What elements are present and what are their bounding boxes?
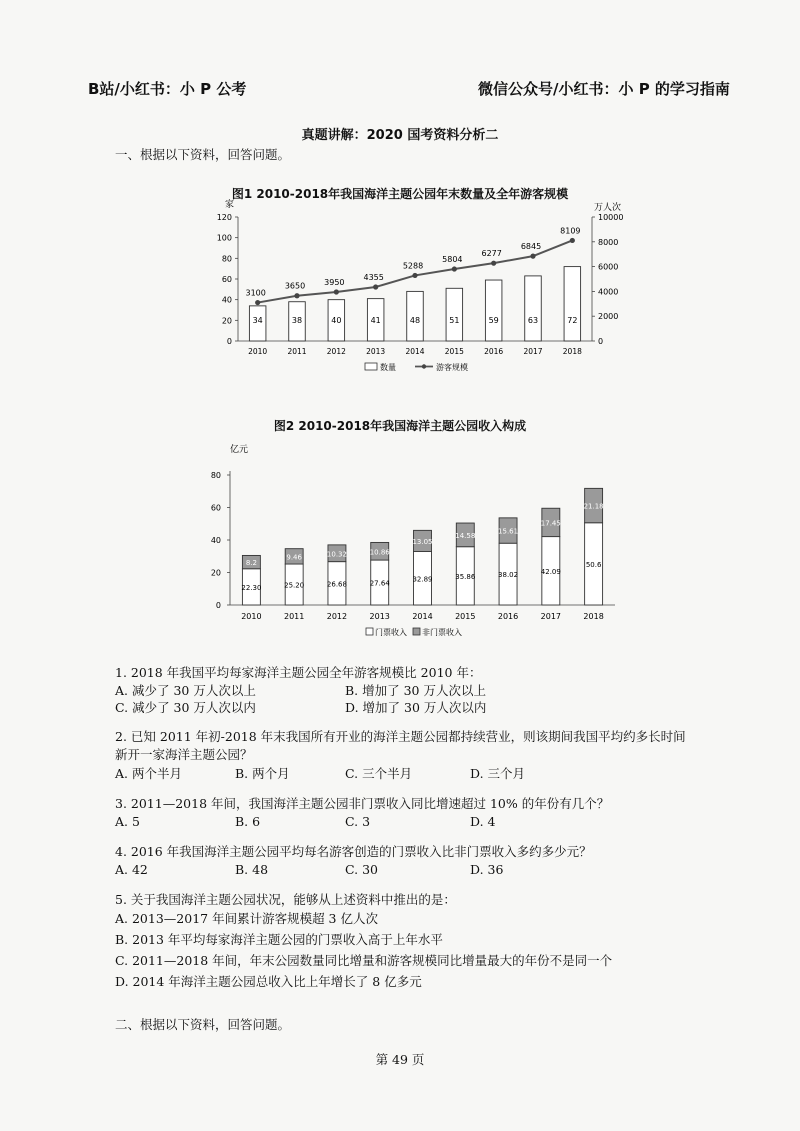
chart1-x-tick-label: 2017 [523, 347, 543, 356]
chart2-legend-nonticket-swatch [413, 628, 420, 635]
q3-option-d: D. 4 [470, 814, 496, 829]
q1-stem: 1. 2018 年我国平均每家海洋主题公园全年游客规模比 2010 年： [115, 665, 482, 680]
section-1-heading: 一、根据以下资料，回答问题。 [115, 147, 291, 162]
chart1-left-tick-label: 120 [216, 213, 232, 222]
chart1-left-tick-label: 100 [216, 233, 232, 243]
chart1-line-label: 5804 [442, 255, 463, 265]
chart2-legend-ticket-swatch [366, 628, 373, 635]
q1-option-a: A. 减少了 30 万人次以上 [115, 683, 256, 698]
q2-option-c: C. 三个半月 [345, 766, 413, 781]
header-right: 微信公众号/小红书：小 P 的学习指南 [478, 80, 730, 98]
chart2-x-tick-label: 2010 [241, 612, 262, 621]
q4-option-d: D. 36 [470, 862, 504, 877]
chart1-bar-label: 40 [331, 316, 342, 325]
q4-stem: 4. 2016 年我国海洋主题公园平均每名游客创造的门票收入比非门票收入多约多少元？ [115, 844, 592, 859]
chart2-ticket-label: 32.89 [412, 575, 433, 584]
chart1-left-tick-label: 0 [226, 337, 232, 346]
chart2-y-tick-label: 60 [210, 503, 221, 513]
chart2-legend-nonticket-label: 非门票收入 [422, 628, 462, 637]
chart2-nonticket-label: 9.46 [286, 553, 302, 562]
chart1-legend-bar-swatch [365, 363, 377, 370]
q3-stem: 3. 2011—2018 年间，我国海洋主题公园非门票收入同比增速超过 10% 的年份有几个？ [115, 796, 610, 811]
q1-option-c: C. 减少了 30 万人次以内 [115, 700, 256, 715]
chart2-nonticket-label: 15.61 [498, 527, 519, 536]
q3-option-b: B. 6 [235, 814, 261, 829]
chart1-line-label: 4355 [363, 272, 384, 282]
q5-option-c: C. 2011—2018 年间，年末公园数量同比增量和游客规模同比增量最大的年份不是同一个 [115, 953, 613, 968]
chart1-line-label: 8109 [560, 226, 581, 236]
chart2-ticket-label: 27.64 [369, 579, 390, 588]
q4-option-b: B. 48 [235, 862, 269, 877]
chart2-ticket-label: 38.02 [498, 571, 519, 580]
chart1-bar-label: 34 [252, 316, 263, 325]
chart2-nonticket-label: 13.05 [412, 537, 433, 546]
chart1-right-tick-label: 2000 [598, 312, 619, 322]
chart2-ticket-label: 25.20 [284, 581, 305, 590]
chart2-x-tick-label: 2015 [455, 612, 476, 621]
chart1-line-label: 6845 [520, 242, 542, 252]
q1-option-d: D. 增加了 30 万人次以内 [345, 700, 487, 715]
chart2-x-tick-label: 2018 [583, 612, 604, 621]
chart2-nonticket-label: 21.18 [583, 502, 604, 511]
chart2-nonticket-label: 17.45 [540, 519, 561, 528]
chart1-bar-label: 59 [488, 316, 499, 325]
chart1-line-label: 5288 [402, 261, 424, 271]
chart2-x-tick-label: 2012 [326, 612, 348, 621]
chart2-x-tick-label: 2011 [283, 612, 305, 621]
chart2-nonticket-label: 14.58 [455, 531, 476, 540]
chart1-bar-label: 72 [567, 316, 578, 325]
q2-option-d: D. 三个月 [470, 766, 526, 781]
chart2-ticket-label: 42.09 [540, 567, 561, 576]
q4-option-a: A. 42 [115, 862, 148, 877]
chart1-line-label: 3100 [245, 288, 266, 298]
q2-option-b: B. 两个月 [235, 766, 290, 781]
chart1-bar-label: 48 [409, 316, 421, 325]
chart1-line-point [491, 261, 496, 266]
chart2-x-tick-label: 2017 [540, 612, 562, 621]
chart1-bar [525, 276, 542, 341]
chart1-bar-label: 51 [449, 316, 460, 325]
q5-stem: 5. 关于我国海洋主题公园状况，能够从上述资料中推出的是： [115, 892, 456, 907]
chart1-legend-line-label: 游客规模 [436, 363, 468, 372]
chart2-y-tick-label: 0 [215, 601, 221, 610]
chart1-left-tick-label: 60 [221, 275, 232, 284]
chart2-unit: 亿元 [230, 445, 249, 455]
chart1-bar-label: 41 [370, 316, 381, 325]
chart2-ticket-label: 50.6 [585, 560, 602, 569]
chart1-left-tick-label: 20 [221, 316, 232, 326]
header-left: B站/小红书：小 P 公考 [88, 80, 247, 98]
chart2-x-tick-label: 2016 [497, 612, 519, 621]
chart1 [200, 195, 640, 375]
chart2-nonticket-label: 8.2 [245, 559, 257, 568]
chart1-x-tick-label: 2015 [444, 347, 464, 356]
chart1-x-tick-label: 2012 [326, 347, 346, 356]
section-2-heading: 二、根据以下资料，回答问题。 [115, 1017, 291, 1032]
q1-option-b: B. 增加了 30 万人次以上 [345, 683, 486, 698]
q5-option-d: D. 2014 年海洋主题公园总收入比上年增长了 8 亿多元 [115, 974, 422, 989]
chart2-y-tick-label: 40 [210, 536, 221, 545]
chart1-bar-label: 38 [291, 316, 303, 325]
chart1-line-label: 3650 [284, 281, 306, 291]
chart1-right-tick-label: 4000 [598, 287, 619, 297]
chart2-y-tick-label: 20 [210, 568, 221, 578]
chart2-x-tick-label: 2014 [412, 612, 433, 621]
chart1-line-point [530, 254, 535, 259]
q3-option-a: A. 5 [115, 814, 140, 829]
chart2-nonticket-label: 10.86 [369, 548, 390, 557]
q5-option-b: B. 2013 年平均每家海洋主题公园的门票收入高于上年水平 [115, 932, 443, 947]
chart1-bar [564, 267, 581, 341]
chart1-x-tick-label: 2011 [287, 347, 307, 356]
chart2-ticket-label: 26.68 [326, 580, 347, 589]
chart1-line-point [334, 289, 339, 294]
chart1-line-point [373, 284, 378, 289]
chart1-x-tick-label: 2010 [248, 347, 268, 356]
chart1-right-unit: 万人次 [594, 203, 622, 213]
chart2-nonticket-label: 10.32 [326, 550, 347, 559]
chart1-bar [485, 280, 502, 341]
q2-option-a: A. 两个半月 [115, 766, 182, 781]
chart1-line-point [294, 293, 299, 298]
chart1-x-tick-label: 2018 [562, 347, 582, 356]
chart1-legend-bar-label: 数量 [380, 363, 396, 372]
chart2-x-tick-label: 2013 [369, 612, 390, 621]
chart2-y-tick-label: 80 [210, 471, 221, 480]
chart1-line-point [412, 273, 417, 278]
chart1-bar-label: 63 [527, 316, 539, 325]
chart1-left-unit: 家 [224, 200, 234, 210]
chart1-x-tick-label: 2013 [366, 347, 386, 356]
document-title: 真题讲解：2020 国考资料分析二 [301, 128, 499, 143]
chart1-title: 图1 2010-2018年我国海洋主题公园年末数量及全年游客规模 [231, 187, 569, 201]
chart1-left-tick-label: 40 [221, 295, 232, 305]
chart2-ticket-label: 22.30 [241, 583, 262, 592]
chart2-title: 图2 2010-2018年我国海洋主题公园收入构成 [273, 419, 527, 433]
chart2 [200, 435, 640, 645]
chart1-right-tick-label: 6000 [598, 262, 619, 272]
chart1-left-tick-label: 80 [221, 254, 232, 264]
chart1-line-point [452, 266, 457, 271]
chart2-ticket-label: 35.86 [455, 572, 476, 581]
chart1-line-label: 6277 [481, 249, 502, 259]
chart1-right-tick-label: 8000 [598, 237, 619, 247]
chart2-legend-ticket-label: 门票收入 [375, 628, 407, 637]
q2-stem-line2: 新开一家海洋主题公园？ [115, 747, 253, 762]
chart1-right-tick-label: 10000 [598, 213, 624, 222]
page-number: 第 49 页 [375, 1052, 425, 1067]
chart1-x-tick-label: 2014 [405, 347, 425, 356]
q5-option-a: A. 2013—2017 年间累计游客规模超 3 亿人次 [115, 911, 378, 926]
q2-stem-line1: 2. 已知 2011 年初-2018 年末我国所有开业的海洋主题公园都持续营业，则该期间我国平均约多长时间 [115, 729, 686, 744]
chart1-right-tick-label: 0 [598, 337, 604, 346]
q4-option-c: C. 30 [345, 862, 378, 877]
chart1-line-point [255, 300, 260, 305]
chart1-x-tick-label: 2016 [484, 347, 504, 356]
chart1-line-label: 3950 [324, 278, 345, 288]
q3-option-c: C. 3 [345, 814, 371, 829]
chart1-bar [446, 288, 463, 341]
chart1-legend-line-point [422, 364, 426, 368]
chart1-line-point [570, 238, 575, 243]
